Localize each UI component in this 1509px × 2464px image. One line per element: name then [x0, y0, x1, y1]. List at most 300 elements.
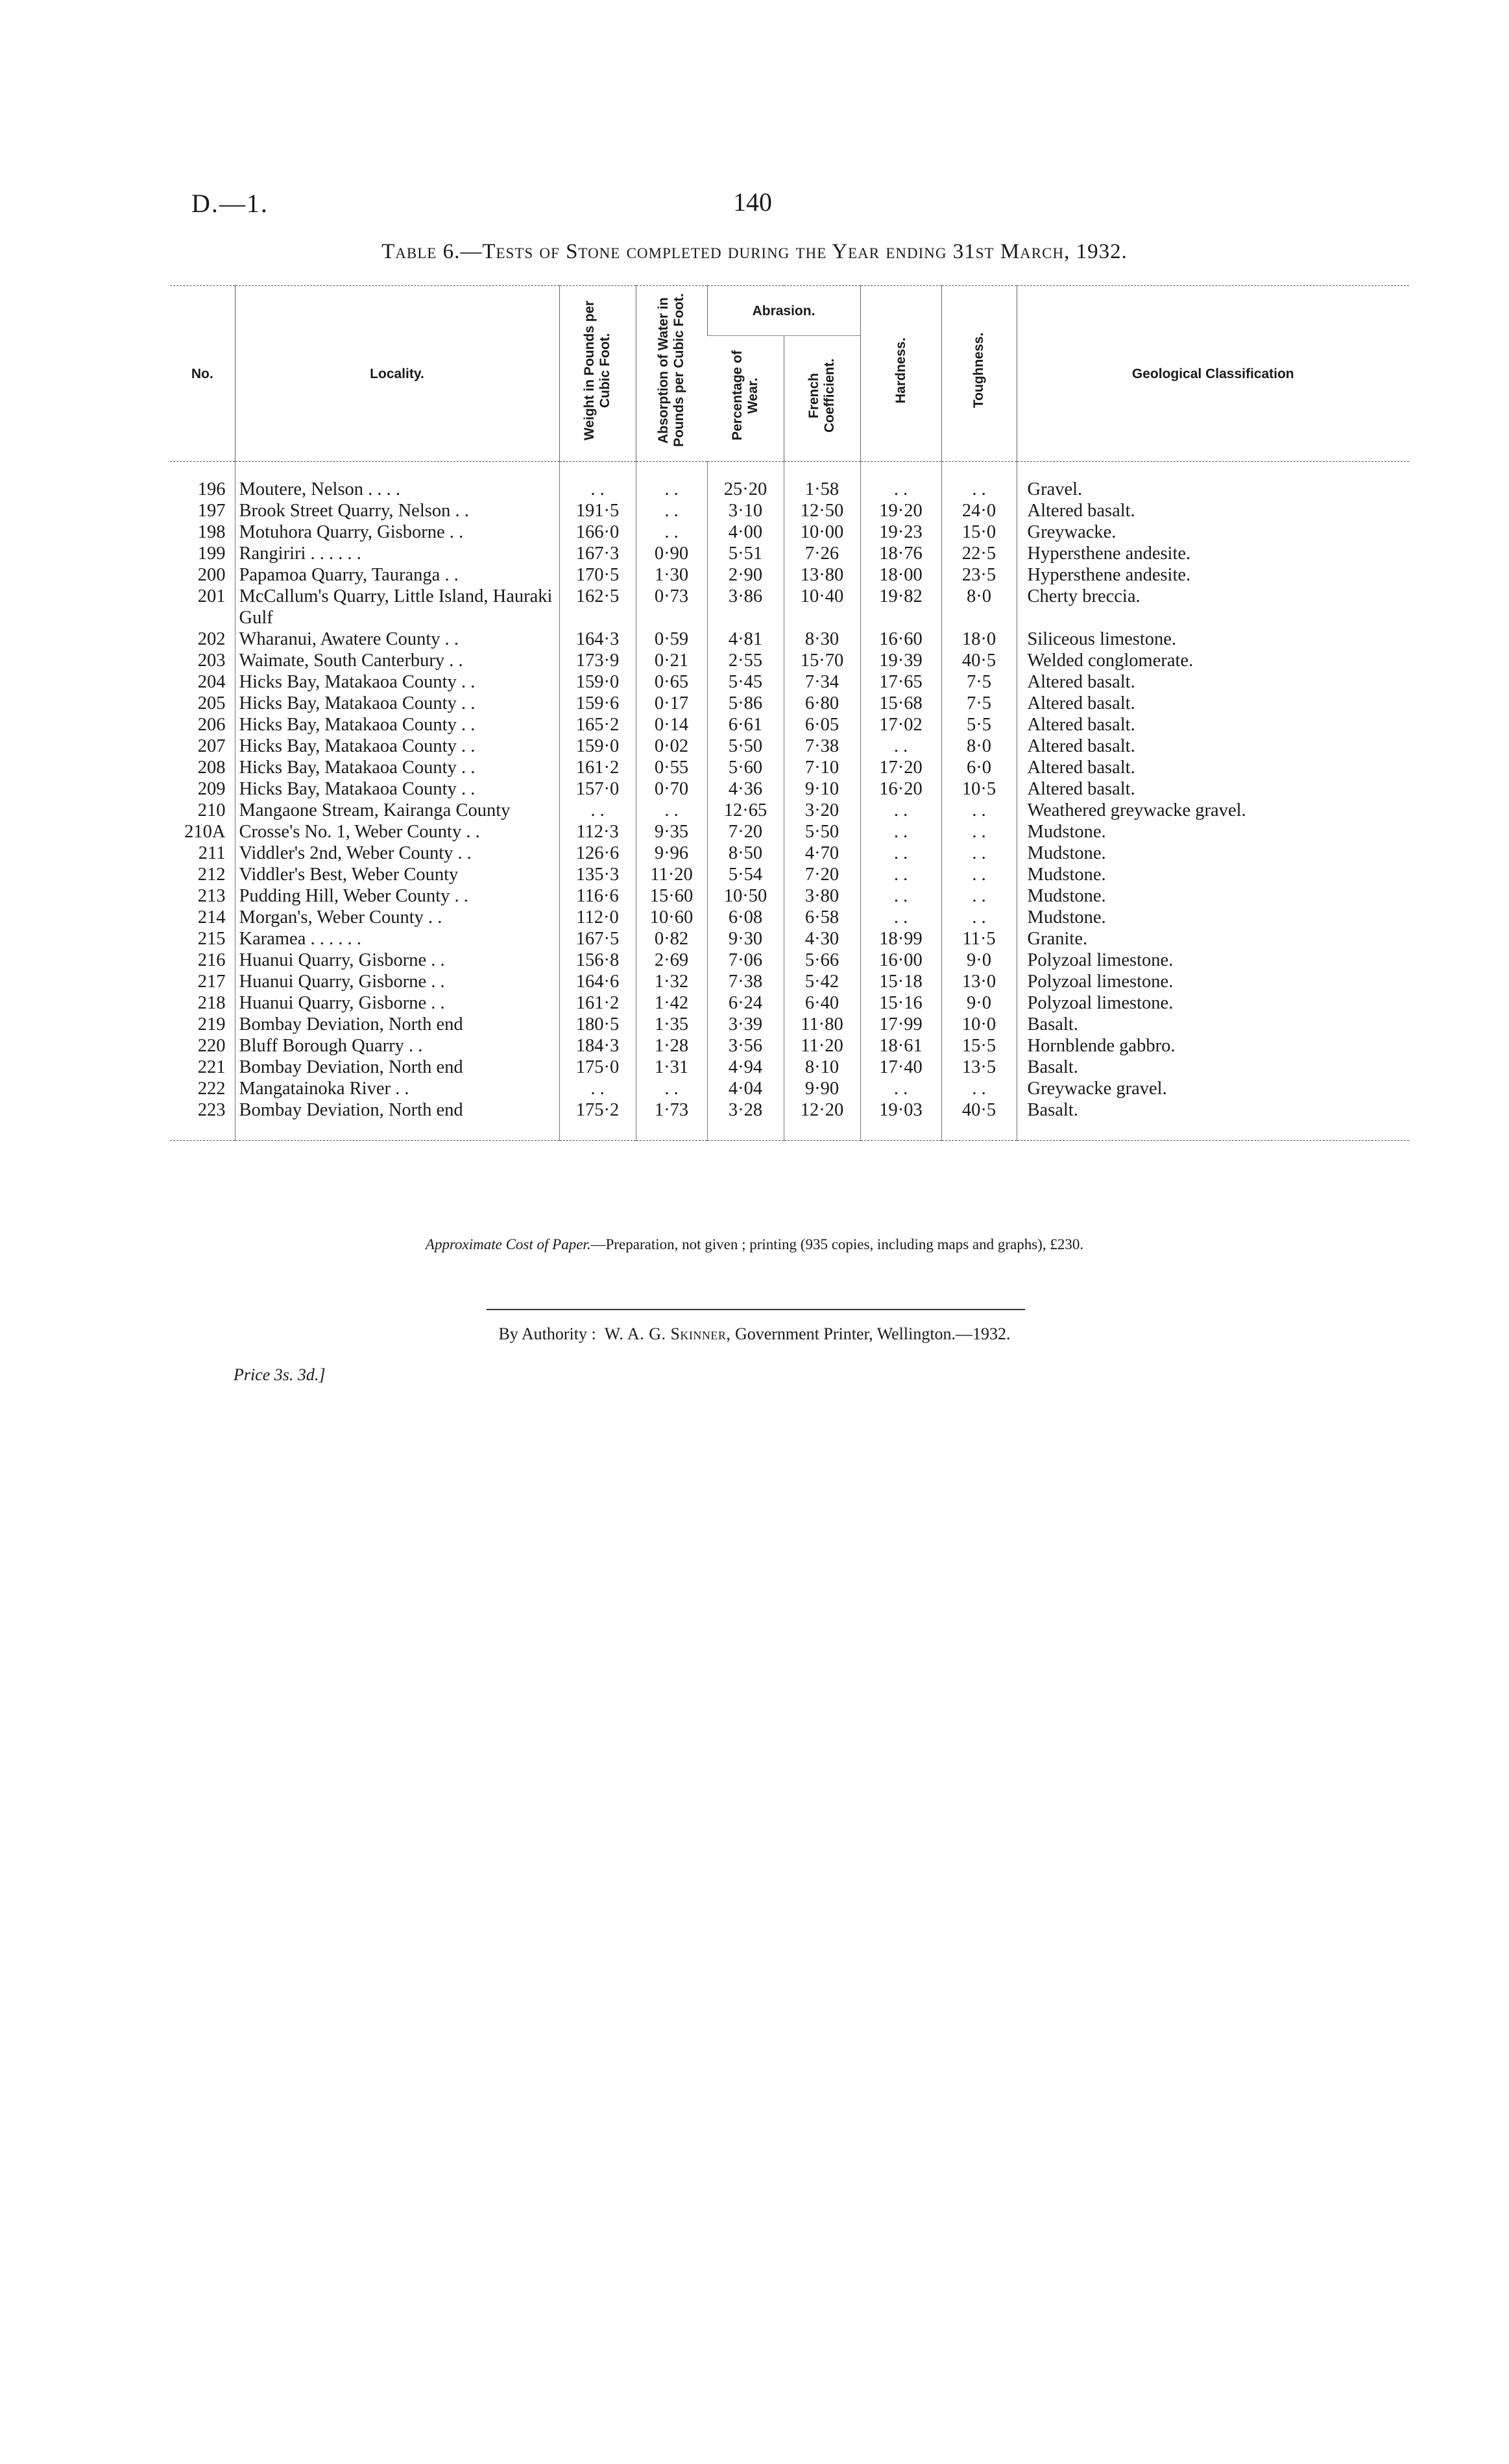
header-hardness: Hardness.	[860, 286, 941, 462]
weight-cell: 167·5	[559, 928, 636, 950]
row-number: 200	[197, 565, 226, 585]
weight-cell: 162·5	[559, 586, 636, 628]
locality-cell: Hicks Bay, Matakaoa County . .	[235, 778, 559, 800]
toughness-cell: 9·0	[941, 992, 1017, 1014]
hardness-cell: . .	[860, 1078, 941, 1099]
locality-cell: Hicks Bay, Matakaoa County . .	[235, 693, 559, 714]
table-row	[170, 628, 1409, 650]
table-row	[170, 586, 1409, 628]
toughness-cell: 40·5	[941, 650, 1017, 671]
wear-cell: 2·90	[707, 564, 784, 586]
toughness-cell: . .	[941, 800, 1017, 821]
row-number: 216	[197, 950, 226, 970]
wear-cell: 8·50	[707, 843, 784, 864]
locality-cell: Crosse's No. 1, Weber County . .	[235, 821, 559, 843]
wear-cell: 5·60	[707, 757, 784, 778]
french-coefficient-cell: 5·42	[784, 971, 860, 992]
geology-cell: Hypersthene andesite.	[1017, 564, 1409, 586]
header-geology: Geological Classification	[1017, 286, 1409, 462]
french-coefficient-cell: 7·10	[784, 757, 860, 778]
price-note: Price 3s. 3d.]	[234, 1365, 326, 1384]
toughness-cell: 40·5	[941, 1099, 1017, 1141]
locality-cell: Papamoa Quarry, Tauranga . .	[235, 564, 559, 586]
geology-cell: Hypersthene andesite.	[1017, 543, 1409, 564]
toughness-cell: 9·0	[941, 950, 1017, 971]
absorption-cell: . .	[636, 1078, 707, 1099]
geology-cell: Basalt.	[1017, 1099, 1409, 1141]
geology-cell: Altered basalt.	[1017, 500, 1409, 521]
toughness-cell: 18·0	[941, 628, 1017, 650]
french-coefficient-cell: 8·10	[784, 1057, 860, 1078]
wear-cell: 3·10	[707, 500, 784, 521]
row-number: 197	[197, 501, 226, 521]
wear-cell: 4·04	[707, 1078, 784, 1099]
weight-cell: 135·3	[559, 864, 636, 885]
locality-cell: Viddler's Best, Weber County	[235, 864, 559, 885]
row-number: 215	[197, 929, 226, 949]
row-number: 207	[197, 736, 226, 756]
wear-cell: 6·08	[707, 907, 784, 928]
hardness-cell: 15·68	[860, 693, 941, 714]
wear-cell: 25·20	[707, 462, 784, 501]
hardness-cell: 15·16	[860, 992, 941, 1014]
table-row	[170, 1014, 1409, 1035]
absorption-cell: 1·35	[636, 1014, 707, 1035]
wear-cell: 3·86	[707, 586, 784, 628]
table-row	[170, 1057, 1409, 1078]
weight-cell: 165·2	[559, 714, 636, 736]
weight-cell: 157·0	[559, 778, 636, 800]
stone-tests-table	[170, 285, 1409, 1141]
hardness-cell: 15·18	[860, 971, 941, 992]
toughness-cell: . .	[941, 821, 1017, 843]
french-coefficient-cell: 11·80	[784, 1014, 860, 1035]
row-number: 212	[197, 865, 226, 885]
hardness-cell: . .	[860, 864, 941, 885]
row-number: 210A	[184, 822, 226, 842]
weight-cell: 175·2	[559, 1099, 636, 1141]
wear-cell: 4·36	[707, 778, 784, 800]
absorption-cell: 0·55	[636, 757, 707, 778]
wear-cell: 7·06	[707, 950, 784, 971]
absorption-cell: 11·20	[636, 864, 707, 885]
locality-cell: Karamea . . . . . .	[235, 928, 559, 950]
table-row	[170, 971, 1409, 992]
hardness-cell: 16·00	[860, 950, 941, 971]
wear-cell: 5·51	[707, 543, 784, 564]
french-coefficient-cell: 9·10	[784, 778, 860, 800]
weight-cell: 159·0	[559, 671, 636, 693]
toughness-cell: 13·5	[941, 1057, 1017, 1078]
row-number: 221	[197, 1057, 226, 1077]
locality-cell: Bluff Borough Quarry . .	[235, 1035, 559, 1057]
row-number: 210	[197, 800, 226, 820]
table-row	[170, 864, 1409, 885]
row-number: 203	[197, 651, 226, 671]
hardness-cell: . .	[860, 885, 941, 907]
french-coefficient-cell: 7·38	[784, 736, 860, 757]
row-number: 198	[197, 522, 226, 542]
absorption-cell: 9·96	[636, 843, 707, 864]
locality-cell: Wharanui, Awatere County . .	[235, 628, 559, 650]
toughness-cell: 10·5	[941, 778, 1017, 800]
hardness-cell: 16·60	[860, 628, 941, 650]
printer-authority	[0, 1324, 1509, 1344]
absorption-cell: 9·35	[636, 821, 707, 843]
absorption-cell: 0·59	[636, 628, 707, 650]
hardness-cell: 16·20	[860, 778, 941, 800]
weight-cell: 156·8	[559, 950, 636, 971]
toughness-cell: . .	[941, 907, 1017, 928]
row-number: 196	[197, 479, 226, 499]
absorption-cell: 1·30	[636, 564, 707, 586]
toughness-cell: . .	[941, 1078, 1017, 1099]
hardness-cell: . .	[860, 462, 941, 501]
hardness-cell: 19·20	[860, 500, 941, 521]
table-row	[170, 693, 1409, 714]
table-body	[170, 462, 1409, 1141]
french-coefficient-cell: 5·66	[784, 950, 860, 971]
row-number: 222	[197, 1079, 226, 1099]
absorption-cell: . .	[636, 462, 707, 501]
absorption-cell: 15·60	[636, 885, 707, 907]
wear-cell: 7·20	[707, 821, 784, 843]
table-row	[170, 500, 1409, 521]
table-row	[170, 1078, 1409, 1099]
weight-cell: . .	[559, 462, 636, 501]
weight-cell: 167·3	[559, 543, 636, 564]
absorption-cell: 1·31	[636, 1057, 707, 1078]
toughness-cell: 8·0	[941, 736, 1017, 757]
geology-cell: Mudstone.	[1017, 821, 1409, 843]
hardness-cell: 17·40	[860, 1057, 941, 1078]
french-coefficient-cell: 7·26	[784, 543, 860, 564]
authority-prefix: By Authority :	[498, 1324, 596, 1343]
header-locality: Locality.	[235, 286, 559, 462]
toughness-cell: 23·5	[941, 564, 1017, 586]
row-number: 220	[197, 1036, 226, 1056]
geology-cell: Gravel.	[1017, 462, 1409, 501]
table-row	[170, 950, 1409, 971]
french-coefficient-cell: 3·20	[784, 800, 860, 821]
french-coefficient-cell: 10·00	[784, 521, 860, 543]
hardness-cell: 18·76	[860, 543, 941, 564]
geology-cell: Weathered greywacke gravel.	[1017, 800, 1409, 821]
approximate-cost-note	[0, 1236, 1509, 1253]
row-number: 205	[197, 693, 226, 713]
wear-cell: 4·00	[707, 521, 784, 543]
weight-cell: 164·3	[559, 628, 636, 650]
table-row	[170, 543, 1409, 564]
wear-cell: 3·39	[707, 1014, 784, 1035]
table-row	[170, 928, 1409, 950]
toughness-cell: 8·0	[941, 586, 1017, 628]
french-coefficient-cell: 10·40	[784, 586, 860, 628]
absorption-cell: . .	[636, 521, 707, 543]
locality-cell: Huanui Quarry, Gisborne . .	[235, 992, 559, 1014]
locality-cell: Morgan's, Weber County . .	[235, 907, 559, 928]
locality-cell: Moutere, Nelson . . . .	[235, 462, 559, 501]
absorption-cell: 0·82	[636, 928, 707, 950]
wear-cell: 10·50	[707, 885, 784, 907]
wear-cell: 5·86	[707, 693, 784, 714]
row-number: 199	[197, 544, 226, 564]
french-coefficient-cell: 6·05	[784, 714, 860, 736]
table-row	[170, 992, 1409, 1014]
table-row	[170, 843, 1409, 864]
weight-cell: . .	[559, 800, 636, 821]
weight-cell: 173·9	[559, 650, 636, 671]
table-row	[170, 671, 1409, 693]
weight-cell: 184·3	[559, 1035, 636, 1057]
geology-cell: Hornblende gabbro.	[1017, 1035, 1409, 1057]
weight-cell: 116·6	[559, 885, 636, 907]
geology-cell: Polyzoal limestone.	[1017, 971, 1409, 992]
authority-name: W. A. G. Skinner,	[604, 1324, 731, 1343]
locality-cell: McCallum's Quarry, Little Island, Hauraki Gulf	[235, 586, 559, 628]
weight-cell: . .	[559, 1078, 636, 1099]
french-coefficient-cell: 15·70	[784, 650, 860, 671]
header-no: No.	[170, 286, 235, 462]
header-row	[170, 286, 1409, 336]
table-row	[170, 564, 1409, 586]
french-coefficient-cell: 1·58	[784, 462, 860, 501]
header-toughness: Toughness.	[941, 286, 1017, 462]
geology-cell: Cherty breccia.	[1017, 586, 1409, 628]
hardness-cell: . .	[860, 736, 941, 757]
page-reference: D.—1.	[191, 189, 269, 218]
wear-cell: 4·81	[707, 628, 784, 650]
cost-text: —Preparation, not given ; printing (935 copies, including maps and graphs), £230.	[590, 1236, 1084, 1252]
absorption-cell: . .	[636, 800, 707, 821]
row-number: 214	[197, 907, 226, 927]
french-coefficient-cell: 13·80	[784, 564, 860, 586]
geology-cell: Mudstone.	[1017, 907, 1409, 928]
row-number: 213	[197, 886, 226, 906]
french-coefficient-cell: 6·40	[784, 992, 860, 1014]
locality-cell: Hicks Bay, Matakaoa County . .	[235, 714, 559, 736]
table-row	[170, 885, 1409, 907]
locality-cell: Hicks Bay, Matakaoa County . .	[235, 757, 559, 778]
weight-cell: 112·0	[559, 907, 636, 928]
weight-cell: 166·0	[559, 521, 636, 543]
locality-cell: Huanui Quarry, Gisborne . .	[235, 950, 559, 971]
wear-cell: 3·28	[707, 1099, 784, 1141]
locality-cell: Bombay Deviation, North end	[235, 1057, 559, 1078]
weight-cell: 180·5	[559, 1014, 636, 1035]
absorption-cell: 1·28	[636, 1035, 707, 1057]
header-weight: Weight in Pounds per Cubic Foot.	[559, 286, 636, 462]
authority-suffix: Government Printer, Wellington.—1932.	[734, 1324, 1011, 1343]
toughness-cell: . .	[941, 885, 1017, 907]
weight-cell: 161·2	[559, 992, 636, 1014]
toughness-cell: . .	[941, 462, 1017, 501]
french-coefficient-cell: 11·20	[784, 1035, 860, 1057]
french-coefficient-cell: 7·20	[784, 864, 860, 885]
absorption-cell: 0·17	[636, 693, 707, 714]
geology-cell: Mudstone.	[1017, 885, 1409, 907]
french-coefficient-cell: 9·90	[784, 1078, 860, 1099]
absorption-cell: 0·21	[636, 650, 707, 671]
hardness-cell: . .	[860, 800, 941, 821]
locality-cell: Mangatainoka River . .	[235, 1078, 559, 1099]
french-coefficient-cell: 4·70	[784, 843, 860, 864]
geology-cell: Altered basalt.	[1017, 714, 1409, 736]
geology-cell: Altered basalt.	[1017, 757, 1409, 778]
hardness-cell: 19·23	[860, 521, 941, 543]
locality-cell: Motuhora Quarry, Gisborne . .	[235, 521, 559, 543]
row-number: 206	[197, 715, 226, 735]
geology-cell: Basalt.	[1017, 1057, 1409, 1078]
wear-cell: 5·54	[707, 864, 784, 885]
header-french: French Coefficient.	[784, 336, 860, 462]
weight-cell: 112·3	[559, 821, 636, 843]
row-number: 217	[197, 972, 226, 992]
row-number: 208	[197, 758, 226, 778]
row-number: 211	[198, 843, 226, 863]
geology-cell: Siliceous limestone.	[1017, 628, 1409, 650]
french-coefficient-cell: 3·80	[784, 885, 860, 907]
french-coefficient-cell: 12·20	[784, 1099, 860, 1141]
absorption-cell: 10·60	[636, 907, 707, 928]
locality-cell: Hicks Bay, Matakaoa County . .	[235, 736, 559, 757]
row-number: 202	[197, 629, 226, 649]
table-row	[170, 778, 1409, 800]
hardness-cell: 17·65	[860, 671, 941, 693]
absorption-cell: 0·90	[636, 543, 707, 564]
absorption-cell: 0·73	[636, 586, 707, 628]
row-number: 223	[170, 1099, 235, 1141]
table-row	[170, 462, 1409, 501]
toughness-cell: 5·5	[941, 714, 1017, 736]
absorption-cell: . .	[636, 500, 707, 521]
wear-cell: 3·56	[707, 1035, 784, 1057]
toughness-cell: 7·5	[941, 693, 1017, 714]
locality-cell: Brook Street Quarry, Nelson . .	[235, 500, 559, 521]
geology-cell: Basalt.	[1017, 1014, 1409, 1035]
locality-cell: Huanui Quarry, Gisborne . .	[235, 971, 559, 992]
table-title: Table 6.—Tests of Stone completed during the Year ending 31st March, 1932.	[381, 240, 1128, 263]
toughness-cell: . .	[941, 864, 1017, 885]
hardness-cell: 19·03	[860, 1099, 941, 1141]
weight-cell: 159·0	[559, 736, 636, 757]
locality-cell: Waimate, South Canterbury . .	[235, 650, 559, 671]
hardness-cell: . .	[860, 821, 941, 843]
weight-cell: 159·6	[559, 693, 636, 714]
hardness-cell: . .	[860, 907, 941, 928]
table-row	[170, 650, 1409, 671]
cost-lead: Approximate Cost of Paper.	[425, 1236, 591, 1252]
hardness-cell: 19·39	[860, 650, 941, 671]
weight-cell: 126·6	[559, 843, 636, 864]
header-wear: Percentage of Wear.	[707, 336, 784, 462]
toughness-cell: 6·0	[941, 757, 1017, 778]
absorption-cell: 1·32	[636, 971, 707, 992]
locality-cell: Pudding Hill, Weber County . .	[235, 885, 559, 907]
table-row	[170, 821, 1409, 843]
hardness-cell: 17·02	[860, 714, 941, 736]
absorption-cell: 0·14	[636, 714, 707, 736]
weight-cell: 175·0	[559, 1057, 636, 1078]
absorption-cell: 0·70	[636, 778, 707, 800]
toughness-cell: 15·5	[941, 1035, 1017, 1057]
table-row	[170, 800, 1409, 821]
weight-cell: 161·2	[559, 757, 636, 778]
absorption-cell: 1·42	[636, 992, 707, 1014]
row-number: 218	[197, 993, 226, 1013]
hardness-cell: 18·61	[860, 1035, 941, 1057]
hardness-cell: 17·99	[860, 1014, 941, 1035]
weight-cell: 191·5	[559, 500, 636, 521]
geology-cell: Welded conglomerate.	[1017, 650, 1409, 671]
geology-cell: Mudstone.	[1017, 864, 1409, 885]
geology-cell: Altered basalt.	[1017, 736, 1409, 757]
geology-cell: Greywacke gravel.	[1017, 1078, 1409, 1099]
absorption-cell: 0·02	[636, 736, 707, 757]
weight-cell: 164·6	[559, 971, 636, 992]
toughness-cell: 7·5	[941, 671, 1017, 693]
page-number: 140	[733, 187, 772, 217]
geology-cell: Altered basalt.	[1017, 693, 1409, 714]
row-number: 204	[197, 672, 226, 692]
absorption-cell: 0·65	[636, 671, 707, 693]
toughness-cell: 11·5	[941, 928, 1017, 950]
geology-cell: Greywacke.	[1017, 521, 1409, 543]
locality-cell: Rangiriri . . . . . .	[235, 543, 559, 564]
wear-cell: 4·94	[707, 1057, 784, 1078]
french-coefficient-cell: 8·30	[784, 628, 860, 650]
locality-cell: Mangaone Stream, Kairanga County	[235, 800, 559, 821]
toughness-cell: 22·5	[941, 543, 1017, 564]
locality-cell: Viddler's 2nd, Weber County . .	[235, 843, 559, 864]
table-row	[170, 714, 1409, 736]
geology-cell: Polyzoal limestone.	[1017, 992, 1409, 1014]
row-number: 201	[197, 586, 226, 606]
wear-cell: 9·30	[707, 928, 784, 950]
wear-cell: 5·50	[707, 736, 784, 757]
absorption-cell: 2·69	[636, 950, 707, 971]
table-row	[170, 757, 1409, 778]
absorption-cell: 1·73	[636, 1099, 707, 1141]
table-row	[170, 1035, 1409, 1057]
french-coefficient-cell: 4·30	[784, 928, 860, 950]
geology-cell: Mudstone.	[1017, 843, 1409, 864]
row-number: 219	[197, 1014, 226, 1035]
toughness-cell: 10·0	[941, 1014, 1017, 1035]
toughness-cell: 24·0	[941, 500, 1017, 521]
table-row	[170, 1099, 1409, 1141]
locality-cell: Bombay Deviation, North end	[235, 1099, 559, 1141]
hardness-cell: 19·82	[860, 586, 941, 628]
header-absorption: Absorption of Water in Pounds per Cubic Foot.	[636, 286, 707, 462]
locality-cell: Hicks Bay, Matakaoa County . .	[235, 671, 559, 693]
wear-cell: 12·65	[707, 800, 784, 821]
hardness-cell: 18·99	[860, 928, 941, 950]
wear-cell: 6·61	[707, 714, 784, 736]
toughness-cell: 15·0	[941, 521, 1017, 543]
hardness-cell: . .	[860, 843, 941, 864]
toughness-cell: . .	[941, 843, 1017, 864]
geology-cell: Polyzoal limestone.	[1017, 950, 1409, 971]
toughness-cell: 13·0	[941, 971, 1017, 992]
wear-cell: 5·45	[707, 671, 784, 693]
table-row	[170, 907, 1409, 928]
hardness-cell: 17·20	[860, 757, 941, 778]
footer-rule	[487, 1309, 1025, 1310]
weight-cell: 170·5	[559, 564, 636, 586]
geology-cell: Altered basalt.	[1017, 778, 1409, 800]
french-coefficient-cell: 6·58	[784, 907, 860, 928]
